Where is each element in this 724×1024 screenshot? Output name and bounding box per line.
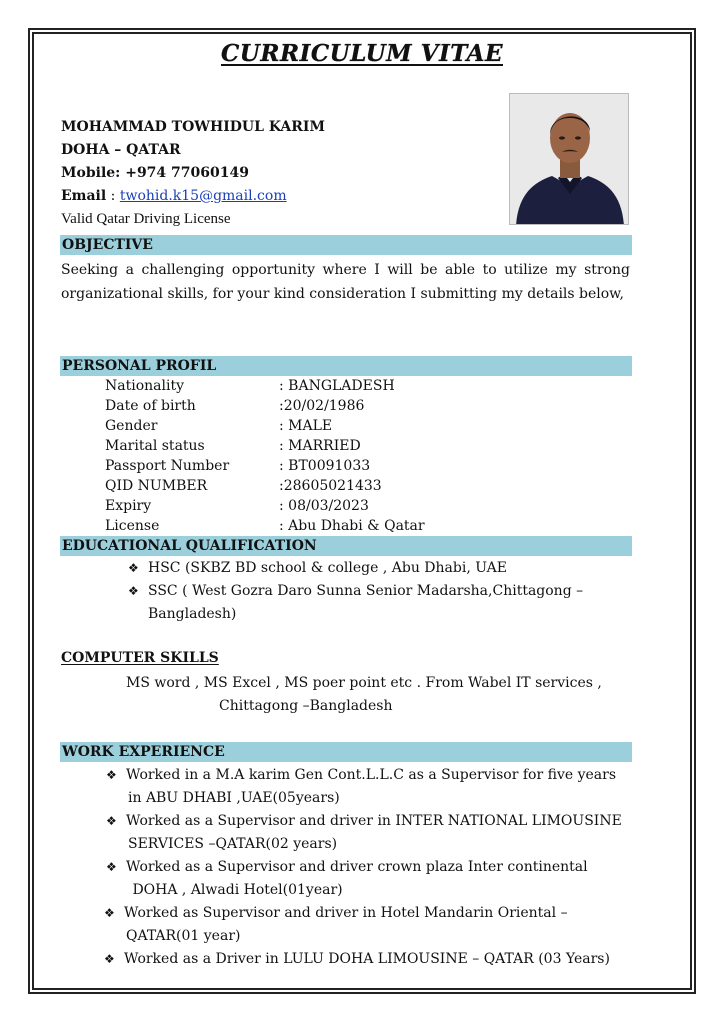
work-item-continuation: QATAR(01 year) bbox=[126, 928, 241, 944]
personal-value: : BT0091033 bbox=[279, 458, 371, 474]
work-item bbox=[106, 764, 616, 787]
bullet-diamond-icon: ❖ bbox=[106, 768, 117, 782]
email-label: Email bbox=[61, 188, 107, 204]
personal-value: : MALE bbox=[279, 418, 333, 434]
candidate-mobile: Mobile: +974 77060149 bbox=[61, 165, 249, 181]
candidate-name: MOHAMMAD TOWHIDUL KARIM bbox=[61, 119, 325, 135]
work-item-text: Worked as a Supervisor and driver in INTER NATIONAL LIMOUSINE bbox=[126, 813, 622, 829]
work-item-text: Worked as a Supervisor and driver crown plaza Inter continental bbox=[126, 859, 588, 875]
person-photo-icon bbox=[510, 94, 629, 225]
personal-key: QID NUMBER bbox=[105, 478, 208, 494]
work-experience-heading: WORK EXPERIENCE bbox=[60, 742, 632, 762]
personal-value: :28605021433 bbox=[279, 478, 382, 494]
personal-profile-heading: PERSONAL PROFIL bbox=[60, 356, 632, 376]
personal-row-marital bbox=[105, 436, 361, 456]
objective-heading: OBJECTIVE bbox=[60, 235, 632, 255]
computer-skills-line1: MS word , MS Excel , MS poer point etc . From Wabel IT services , bbox=[126, 675, 602, 691]
education-item-text: HSC (SKBZ BD school & college , Abu Dhabi, UAE bbox=[148, 560, 507, 576]
personal-row-expiry bbox=[105, 496, 369, 516]
personal-key: License bbox=[105, 518, 160, 534]
personal-row-dob bbox=[105, 396, 364, 416]
work-item bbox=[106, 856, 588, 879]
education-item bbox=[128, 557, 507, 580]
personal-key: Passport Number bbox=[105, 458, 230, 474]
bullet-diamond-icon: ❖ bbox=[104, 952, 115, 966]
personal-row-license bbox=[105, 516, 425, 536]
personal-key: Nationality bbox=[105, 378, 184, 394]
education-item-continuation: Bangladesh) bbox=[148, 606, 237, 622]
work-item-continuation: in ABU DHABI ,UAE(05years) bbox=[128, 790, 340, 806]
personal-value: : Abu Dhabi & Qatar bbox=[279, 518, 425, 534]
personal-value: : BANGLADESH bbox=[279, 378, 395, 394]
work-item-text: Worked in a M.A karim Gen Cont.L.L.C as a Supervisor for five years bbox=[126, 767, 616, 783]
education-item bbox=[128, 580, 583, 603]
personal-key: Expiry bbox=[105, 498, 152, 514]
objective-text: Seeking a challenging opportunity where I will be able to utilize my strong organizational skills, for your kind consideration I submitting my details below, bbox=[61, 262, 630, 302]
computer-skills-line2: Chittagong –Bangladesh bbox=[219, 698, 393, 714]
personal-key: Gender bbox=[105, 418, 158, 434]
email-separator: : bbox=[106, 188, 120, 204]
education-heading: EDUCATIONAL QUALIFICATION bbox=[60, 536, 632, 556]
personal-key: Marital status bbox=[105, 438, 205, 454]
work-item-continuation: SERVICES –QATAR(02 years) bbox=[128, 836, 338, 852]
email-line bbox=[61, 185, 491, 208]
bullet-diamond-icon: ❖ bbox=[128, 561, 139, 575]
profile-photo bbox=[509, 93, 629, 225]
driving-license-note: Valid Qatar Driving License bbox=[61, 211, 231, 227]
work-item-text: Worked as a Driver in LULU DOHA LIMOUSINE – QATAR (03 Years) bbox=[124, 951, 610, 967]
work-item-text: Worked as Supervisor and driver in Hotel Mandarin Oriental – bbox=[124, 905, 568, 921]
bullet-diamond-icon: ❖ bbox=[128, 584, 139, 598]
work-item-continuation: DOHA , Alwadi Hotel(01year) bbox=[128, 882, 343, 898]
personal-value: : 08/03/2023 bbox=[279, 498, 369, 514]
work-item bbox=[106, 810, 622, 833]
education-item-text: SSC ( West Gozra Daro Sunna Senior Madarsha,Chittagong – bbox=[148, 583, 584, 599]
personal-value: : MARRIED bbox=[279, 438, 361, 454]
bullet-diamond-icon: ❖ bbox=[106, 860, 117, 874]
computer-skills-heading: COMPUTER SKILLS bbox=[61, 650, 219, 666]
contact-block bbox=[61, 116, 491, 231]
personal-row-passport bbox=[105, 456, 370, 476]
personal-value: :20/02/1986 bbox=[279, 398, 365, 414]
bullet-diamond-icon: ❖ bbox=[106, 814, 117, 828]
document-title: CURRICULUM VITAE bbox=[221, 40, 503, 67]
work-item bbox=[104, 948, 610, 971]
personal-row-nationality bbox=[105, 376, 395, 396]
work-item bbox=[104, 902, 568, 925]
candidate-location: DOHA – QATAR bbox=[61, 142, 181, 158]
email-link[interactable]: twohid.k15@gmail.com bbox=[119, 188, 287, 204]
personal-row-qid bbox=[105, 476, 382, 496]
personal-row-gender bbox=[105, 416, 332, 436]
personal-key: Date of birth bbox=[105, 398, 196, 414]
bullet-diamond-icon: ❖ bbox=[104, 906, 115, 920]
